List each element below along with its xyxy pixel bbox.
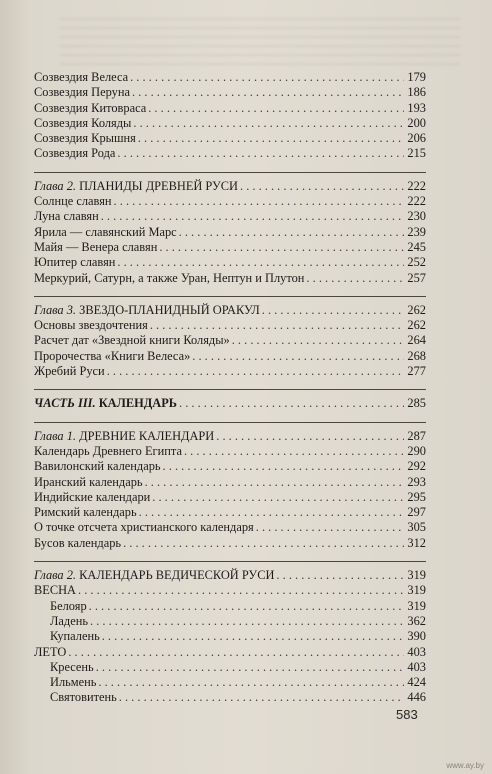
toc-entry-page: 403 [407,659,426,674]
toc-entry [34,583,426,598]
page-number: 583 [396,707,418,722]
toc-entry [34,225,426,240]
chapter-heading-name: ДРЕВНИЕ КАЛЕНДАРИ [79,428,215,443]
section-divider [34,296,426,297]
toc-entry-title: ВЕСНА [34,583,76,598]
toc-entry [34,675,426,690]
chapter-heading-prefix: Глава 3. [34,302,77,317]
toc-entry-title: Созвездия Рода [34,146,116,161]
toc-entry [34,146,426,161]
toc-entry [34,599,426,614]
chapter-heading-title [34,179,238,194]
dot-leader [179,396,404,411]
toc-entry [34,475,426,490]
toc-entry-title: Майя — Венера славян [34,239,158,254]
toc-entry-page: 186 [407,85,426,100]
chapter-heading-page: 319 [407,568,426,583]
dot-leader [216,429,404,444]
toc-entry [34,85,426,100]
dot-leader [138,131,404,146]
watermark: www.ay.by [446,761,484,770]
toc-entry [34,349,426,364]
toc-entry-title: Бусов календарь [34,535,122,550]
part-heading-name: КАЛЕНДАРЬ [98,396,177,411]
section-divider [34,561,426,562]
toc-entry [34,444,426,459]
toc-entry-title: Созвездия Перуна [34,85,130,100]
toc-entry [34,614,426,629]
toc-entry-page: 230 [407,209,426,224]
toc-entry-page: 222 [407,194,426,209]
toc-entry-title: Основы звездочтения [34,318,148,333]
toc-entry-page: 290 [407,443,426,458]
chapter-heading-prefix: Глава 2. [34,568,77,583]
toc-entry-page: 319 [407,583,426,598]
dot-leader [240,179,404,194]
dot-leader [152,490,404,505]
toc-entry-title: Купалень [50,629,100,644]
toc-entry-title: Меркурий, Сатурн, а также Уран, Нептун и Плутон [34,270,305,285]
dot-leader [148,101,404,116]
dot-leader [107,364,404,379]
toc-entry-page: 264 [407,333,426,348]
dot-leader [98,675,404,690]
dot-leader [130,70,404,85]
dot-leader [163,459,404,474]
toc-entry-title: Жребий Руси [34,364,105,379]
chapter-heading-title [34,568,274,583]
toc-entry [34,194,426,209]
dot-leader [114,194,404,209]
chapter-heading [34,179,426,194]
toc-entry-title: Римский календарь [34,505,137,520]
toc-entry [34,240,426,255]
toc-entry-title: Созвездия Коляды [34,115,132,130]
toc-entry-title: Пророчества «Книги Велеса» [34,348,191,363]
toc-entry [34,131,426,146]
chapter-heading-page: 222 [407,178,426,193]
toc-entry-title: Луна славян [34,209,99,224]
toc-entry-title: Иранский календарь [34,474,143,489]
toc-entry-title: Вавилонский календарь [34,459,161,474]
dot-leader [145,475,404,490]
toc-entry-page: 446 [407,690,426,705]
bleed-through-text [60,18,460,68]
dot-leader [133,116,404,131]
section-divider [34,389,426,390]
chapter-heading-name: ЗВЕЗДО-ПЛАНИДНЫЙ ОРАКУЛ [79,302,260,317]
toc-entry [34,459,426,474]
toc-entry [34,536,426,551]
toc-entry-page: 257 [407,270,426,285]
toc-entry-page: 305 [407,520,426,535]
toc-entry [34,505,426,520]
dot-leader [89,599,404,614]
dot-leader [101,209,404,224]
toc-entry-title: Расчет дат «Звездной книги Коляды» [34,333,230,348]
toc-entry-page: 200 [407,115,426,130]
toc-entry-title: Святовитень [50,690,117,705]
toc-entry-title: Юпитер славян [34,255,116,270]
toc-entry-page: 179 [407,70,426,84]
dot-leader [232,333,404,348]
toc-entry-title: О точке отсчета христианского календаря [34,520,254,535]
chapter-heading [34,429,426,444]
toc-entry [34,255,426,270]
dot-leader [276,568,404,583]
toc-entry-title: Календарь Древнего Египта [34,443,182,458]
chapter-heading-name: КАЛЕНДАРЬ ВЕДИЧЕСКОЙ РУСИ [79,568,275,583]
toc-entry-title: ЛЕТО [34,644,67,659]
toc-entry-page: 319 [407,598,426,613]
toc-entry-page: 206 [407,131,426,146]
toc-entry-page: 277 [407,364,426,379]
toc-entry-title: Белояр [50,598,87,613]
dot-leader [78,583,404,598]
toc-entry-title: Созвездия Велеса [34,70,129,84]
toc-entry-title: Ярила — славянский Марс [34,224,177,239]
toc-entry-page: 390 [407,629,426,644]
dot-leader [256,520,404,535]
dot-leader [179,225,404,240]
toc-entry-title: Созвездия Китовраса [34,100,147,115]
toc-entry-page: 293 [407,474,426,489]
toc-entry [34,520,426,535]
toc-entry [34,660,426,675]
toc-entry-page: 292 [407,459,426,474]
chapter-heading-prefix: Глава 1. [34,428,77,443]
dot-leader [68,645,404,660]
toc-entry-page: 215 [407,146,426,161]
toc-entry-title: Созвездия Крышня [34,131,136,146]
chapter-heading [34,568,426,583]
chapter-heading-page: 287 [407,428,426,443]
toc-entry [34,645,426,660]
toc-entry [34,690,426,705]
toc-entry-page: 295 [407,489,426,504]
dot-leader [159,240,404,255]
toc-entry-title: Ильмень [50,675,97,690]
chapter-heading-prefix: Глава 2. [34,178,77,193]
part-heading-page: 285 [407,396,426,411]
table-of-contents [34,70,426,706]
toc-entry-title: Солнце славян [34,194,112,209]
toc-entry-page: 252 [407,255,426,270]
dot-leader [102,629,404,644]
toc-entry [34,70,426,85]
toc-entry-page: 424 [407,675,426,690]
toc-entry-page: 193 [407,100,426,115]
toc-entry-page: 362 [407,613,426,628]
chapter-heading-page: 262 [407,302,426,317]
section-divider [34,422,426,423]
toc-entry-page: 268 [407,348,426,363]
toc-entry [34,116,426,131]
chapter-heading-name: ПЛАНИДЫ ДРЕВНЕЙ РУСИ [79,178,238,193]
chapter-heading-title [34,303,260,318]
toc-entry-title: Ладень [50,613,88,628]
dot-leader [123,536,404,551]
part-heading [34,396,426,411]
toc-entry-title: Кресень [50,659,94,674]
dot-leader [192,349,404,364]
part-heading-prefix: ЧАСТЬ III. [34,396,96,411]
toc-entry-page: 403 [407,644,426,659]
dot-leader [90,614,404,629]
section-divider [34,172,426,173]
dot-leader [132,85,404,100]
dot-leader [184,444,404,459]
dot-leader [117,146,404,161]
chapter-heading [34,303,426,318]
toc-entry-title: Индийские календари [34,489,151,504]
toc-entry-page: 312 [407,535,426,550]
toc-entry [34,333,426,348]
dot-leader [119,690,404,705]
toc-entry-page: 297 [407,505,426,520]
dot-leader [139,505,404,520]
dot-leader [96,660,404,675]
dot-leader [150,318,404,333]
toc-entry [34,101,426,116]
toc-entry [34,490,426,505]
dot-leader [117,255,404,270]
dot-leader [306,271,404,286]
toc-entry-page: 245 [407,239,426,254]
chapter-heading-title [34,429,214,444]
toc-entry-page: 262 [407,318,426,333]
dot-leader [262,303,404,318]
toc-entry [34,629,426,644]
toc-entry-page: 239 [407,224,426,239]
toc-entry [34,364,426,379]
toc-entry [34,209,426,224]
part-heading-title [34,396,177,411]
toc-entry [34,318,426,333]
toc-entry [34,271,426,286]
